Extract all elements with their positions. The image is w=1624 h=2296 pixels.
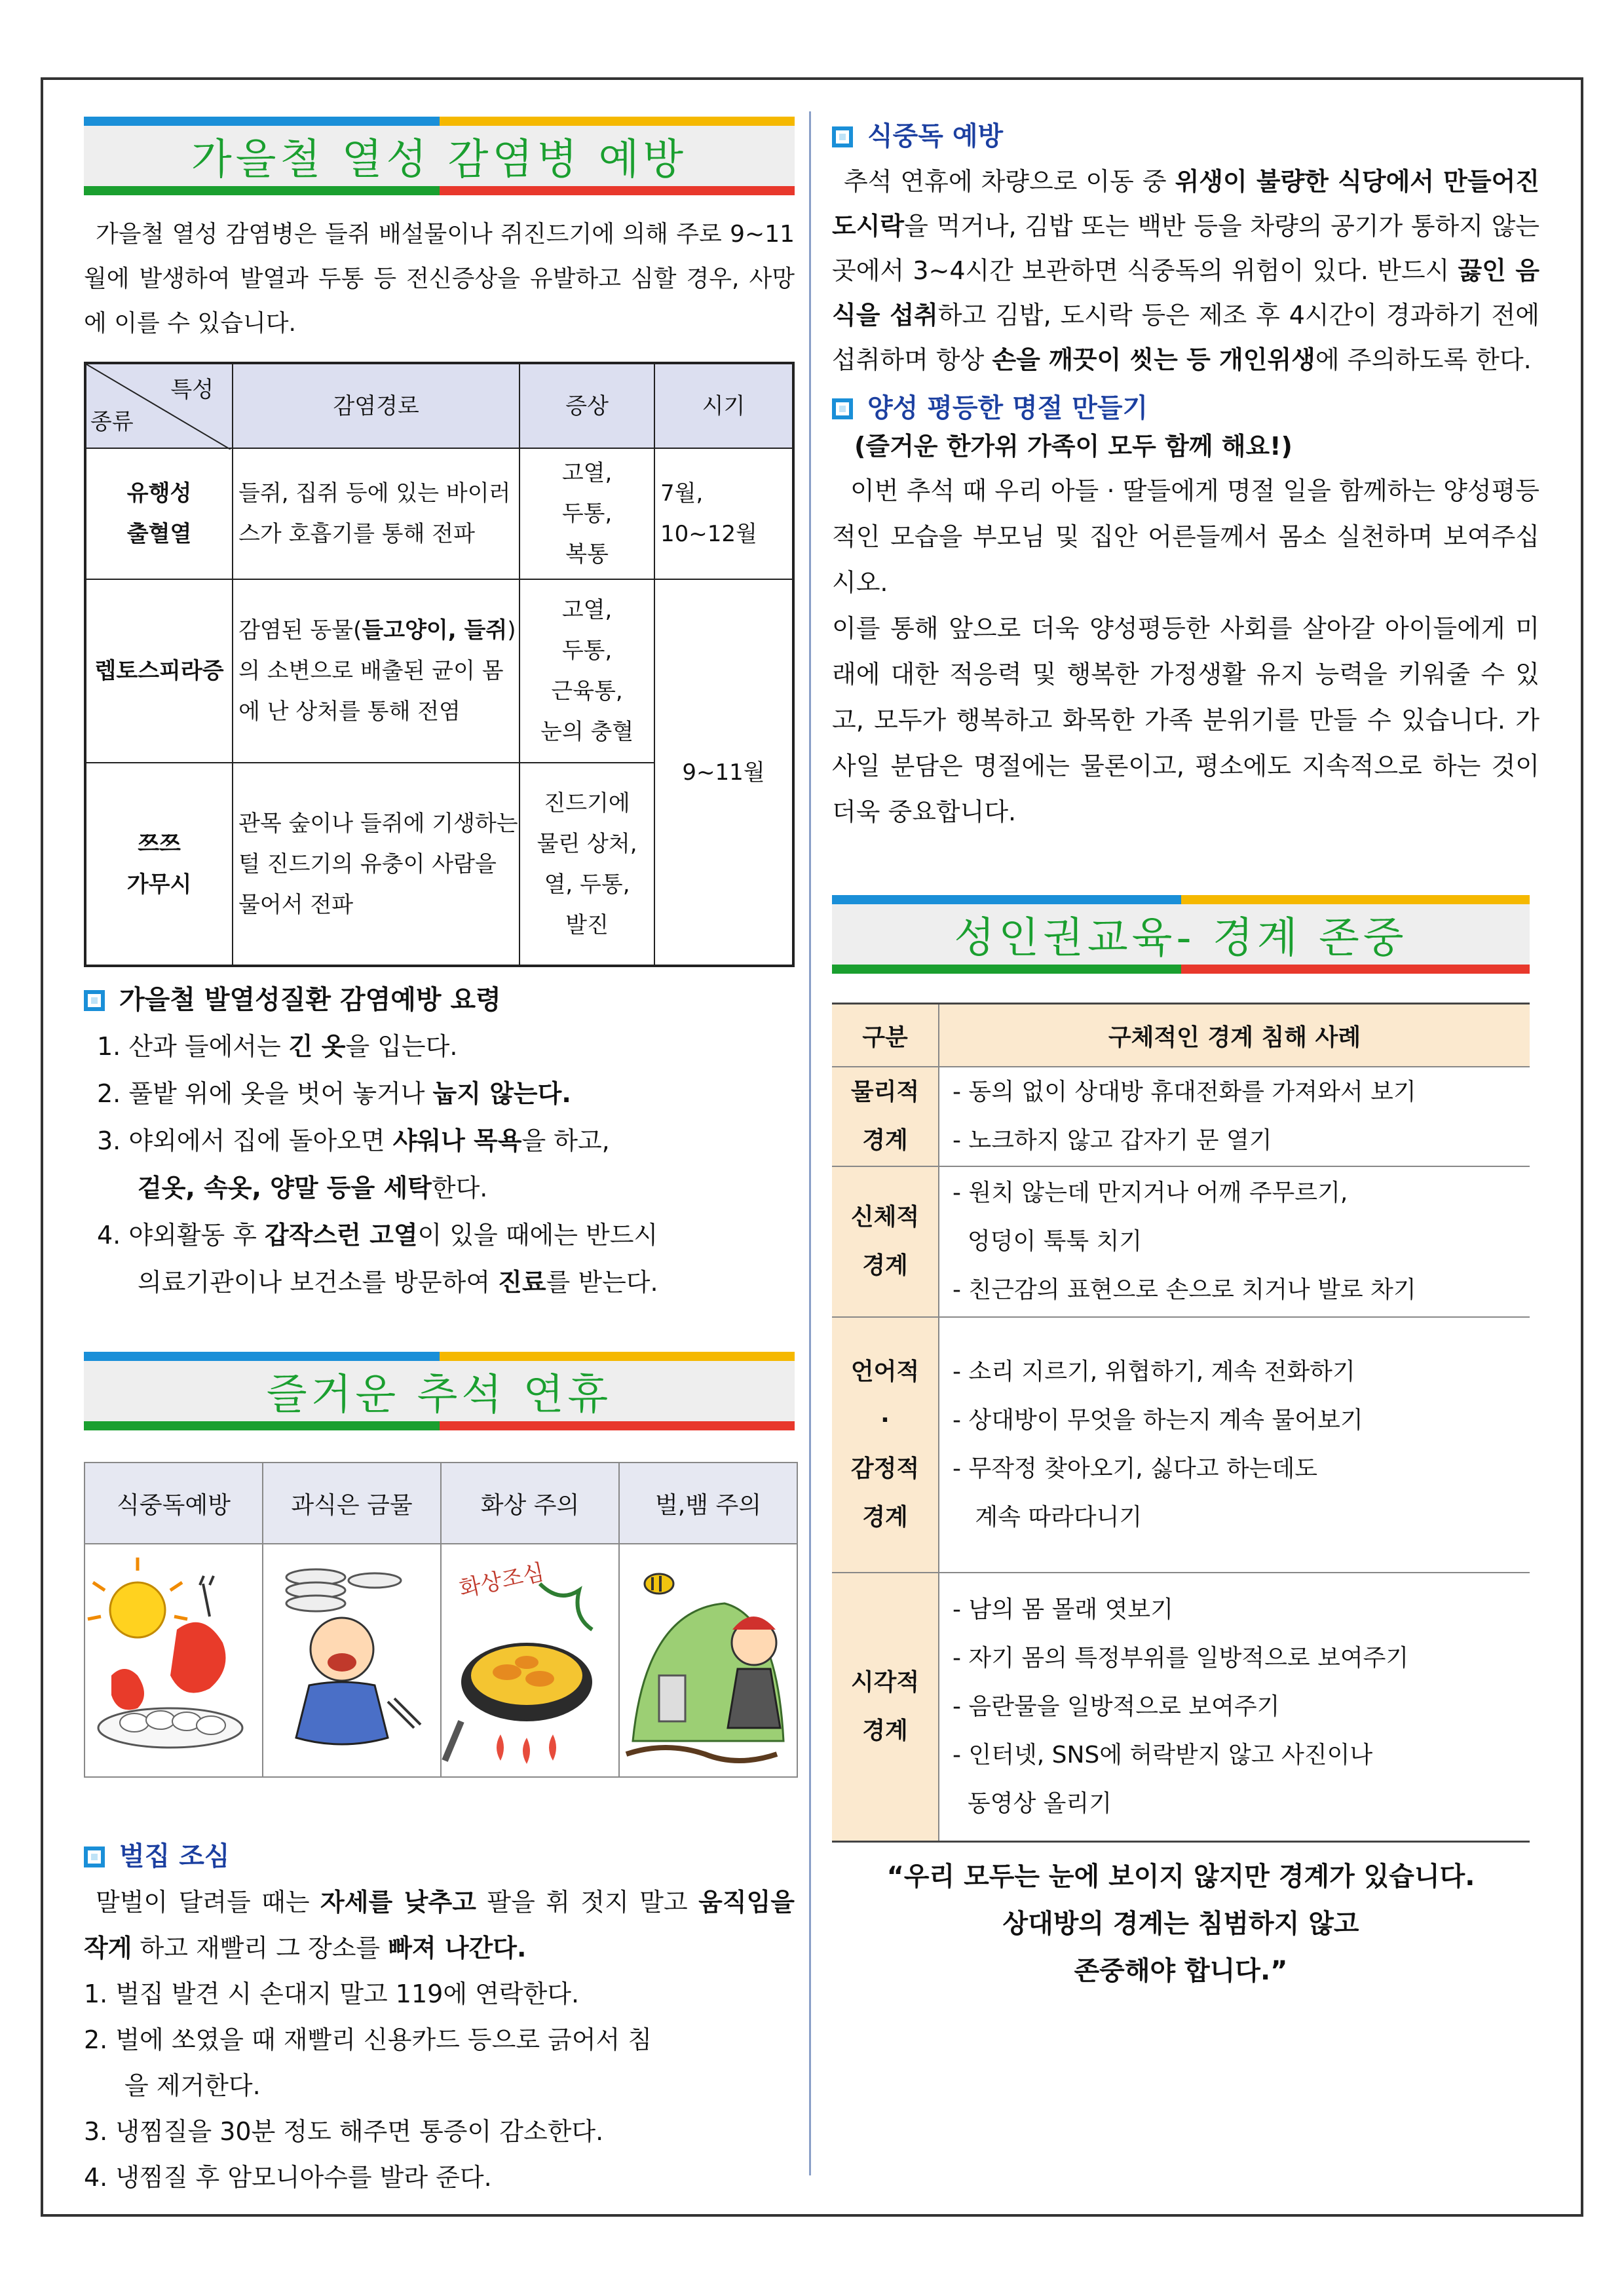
disease-period: 9~11월 (654, 579, 793, 966)
bee-paragraph: 말벌이 달려들 때는 자세를 낮추고 팔을 휘 젓지 말고 움직임을 작게 하고 재빨리 그 장소를 빠져 나간다. (84, 1888, 795, 1962)
boundary-category: 신체적 경계 (832, 1166, 939, 1317)
list-item: 3. 야외에서 집에 돌아오면 샤워나 목욕을 하고, (97, 1126, 610, 1155)
header-route: 감염경로 (233, 363, 519, 448)
disease-period: 7월, 10~12월 (654, 448, 793, 579)
boundary-table (832, 1003, 1530, 1843)
boundary-examples: - 원치 않는데 만지거나 어깨 주무르기, 엉덩이 툭툭 치기 - 친근감의 표현으로 손으로 치거나 발로 차기 (939, 1166, 1530, 1317)
list-item: 을 제거한다. (124, 2071, 261, 2100)
pic-caption: 과식은 금물 (263, 1463, 441, 1544)
prevention-list (84, 1023, 795, 1306)
header-period: 시기 (654, 363, 793, 448)
header-feature: 특성 (170, 377, 214, 403)
checkbox-square-icon (832, 398, 853, 419)
table-row (85, 448, 793, 579)
food-poisoning-paragraph: 추석 연휴에 차량으로 이동 중 위생이 불량한 식당에서 만들어진 도시락을 먹거나, 김밥 또는 백반 등을 차량의 공기가 통하지 않는 곳에서 3~4시간 보관하면 식중독의 위험이 있다. 반드시 끓인 음식을 섭취하고 김밥, 도시락 등은 제조 후 4시간이 경과하기 전에 섭취하며 항상 손을 깨끗이 씻는 등 개인위생에 주의하도록 한다. (832, 167, 1540, 374)
disease-route: 감염된 동물(들고양이, 들쥐)의 소변으로 배출된 균이 몸에 난 상처를 통해 전염 (233, 579, 519, 763)
section-title-chuseok: 즐거운 추석 연휴 (266, 1371, 613, 1419)
boundary-examples: - 동의 없이 상대방 휴대전화를 가져와서 보기 - 노크하지 않고 갑자기 문 열기 (939, 1067, 1530, 1166)
boundary-examples: - 남의 몸 몰래 엿보기 - 자기 몸의 특정부위를 일방적으로 보여주기 - 음란물을 일방적으로 보여주기 - 인터넷, SNS에 허락받지 않고 사진이나 동영상 올리기 (939, 1573, 1530, 1841)
disease-symptom: 고열, 두통, 복통 (519, 448, 654, 579)
left-column (84, 117, 795, 2200)
burn-warning-illustration (441, 1544, 619, 1777)
prevention-subheading: 가을철 발열성질환 감염예방 요령 (84, 979, 795, 1016)
section-header-fever (84, 117, 795, 195)
equality-subheading: 양성 평등한 명절 만들기 (832, 387, 1539, 425)
disease-symptom: 진드기에 물린 상처, 열, 두통, 발진 (519, 763, 654, 966)
boundary-examples: - 소리 지르기, 위협하기, 계속 전화하기 - 상대방이 무엇을 하는지 계속 물어보기 - 무작정 찾아오기, 싫다고 하는데도 계속 따라다니기 (939, 1317, 1530, 1573)
bee-subheading: 벌집 조심 (84, 1835, 795, 1873)
list-item: 4. 야외활동 후 갑작스런 고열이 있을 때에는 반드시 (97, 1221, 658, 1250)
list-item: 3. 냉찜질을 30분 정도 해주면 통증이 감소한다. (84, 2117, 604, 2146)
section-title-boundary: 성인권교육- 경계 존중 (954, 914, 1408, 963)
list-item: 2. 벌에 쏘였을 때 재빨리 신용카드 등으로 긁어서 침 (84, 2025, 652, 2054)
overeating-illustration (263, 1544, 441, 1777)
disease-symptom: 고열, 두통, 근육통, 눈의 충혈 (519, 579, 654, 763)
checkbox-square-icon (832, 126, 853, 147)
boundary-category: 물리적 경계 (832, 1067, 939, 1166)
food-poisoning-illustration (85, 1544, 263, 1777)
list-item: 겉옷, 속옷, 양말 등을 세탁한다. (138, 1174, 488, 1202)
equality-paragraph-1: 이번 추석 때 우리 아들 · 딸들에게 명절 일을 함께하는 양성평등적인 모습을 부모님 및 집안 어른들께서 몸소 실천하며 보여주십시오. (832, 476, 1539, 597)
table-row (832, 1166, 1530, 1317)
disease-route: 관목 숲이나 들쥐에 기생하는 털 진드기의 유충이 사람을 물어서 전파 (233, 763, 519, 966)
checkbox-square-icon (84, 1846, 105, 1867)
food-poisoning-subheading: 식중독 예방 (832, 115, 1539, 153)
table-row (832, 1067, 1530, 1166)
list-item: 1. 벌집 발견 시 손대지 말고 119에 연락한다. (84, 1980, 580, 2008)
section-header-boundary (832, 895, 1530, 974)
column-divider (809, 111, 811, 2175)
boundary-quote: “우리 모두는 눈에 보이지 않지만 경계가 있습니다. 상대방의 경계는 침범하지 않고 존중해야 합니다.” (886, 1861, 1475, 1986)
boundary-category: 언어적 · 감정적 경계 (832, 1317, 939, 1573)
list-item: 4. 냉찜질 후 암모니아수를 발라 준다. (84, 2163, 492, 2192)
equality-paragraph-2: 이를 통해 앞으로 더욱 양성평등한 사회를 살아갈 아이들에게 미래에 대한 적응력 및 행복한 가정생활 유지 능력을 키워줄 수 있고, 모두가 행복하고 화목한 가족 분위기를 만들 수 있습니다. 가사일 분담은 명절에는 물론이고, 평소에도 지속적으로 하는 것이 더욱 중요합니다. (832, 614, 1539, 826)
disease-name: 쯔쯔 가무시 (85, 763, 233, 966)
equality-tagline: (즐거운 한가위 가족이 모두 함께 해요!) (854, 432, 1293, 461)
list-item: 1. 산과 들에서는 긴 옷을 입는다. (97, 1032, 458, 1061)
boundary-category: 시각적 경계 (832, 1573, 939, 1841)
header-examples: 구체적인 경계 침해 사례 (939, 1004, 1530, 1067)
pic-caption: 벌,뱀 주의 (619, 1463, 797, 1544)
list-item: 2. 풀밭 위에 옷을 벗어 놓거나 눕지 않는다. (97, 1079, 571, 1108)
bee-list (84, 1971, 795, 2200)
bee-snake-warning-illustration (619, 1544, 797, 1777)
table-row (85, 579, 793, 763)
pic-caption: 식중독예방 (85, 1463, 263, 1544)
disease-name: 유행성 출혈열 (85, 448, 233, 579)
right-column (832, 110, 1539, 1995)
table-row (832, 1573, 1530, 1841)
section-title-fever: 가을철 열성 감염병 예방 (191, 136, 688, 184)
fever-disease-table (84, 362, 795, 967)
list-item: 의료기관이나 보건소를 방문하여 진료를 받는다. (138, 1268, 658, 1297)
chuseok-picture-table (84, 1462, 798, 1778)
burn-caption: 화상조심 (457, 1559, 547, 1603)
header-kind: 종류 (90, 409, 134, 435)
table-corner-cell (85, 363, 233, 448)
disease-route: 들쥐, 집쥐 등에 있는 바이러스가 호흡기를 통해 전파 (233, 448, 519, 579)
checkbox-square-icon (84, 990, 105, 1011)
section-header-chuseok (84, 1352, 795, 1430)
header-symptom: 증상 (519, 363, 654, 448)
disease-name: 렙토스피라증 (85, 579, 233, 763)
pic-caption: 화상 주의 (441, 1463, 619, 1544)
header-category: 구분 (832, 1004, 939, 1067)
fever-intro: 가을철 열성 감염병은 들쥐 배설물이나 쥐진드기에 의해 주로 9~11월에 발생하여 발열과 두통 등 전신증상을 유발하고 심할 경우, 사망에 이를 수 있습니다. (84, 221, 795, 337)
table-row (832, 1317, 1530, 1573)
